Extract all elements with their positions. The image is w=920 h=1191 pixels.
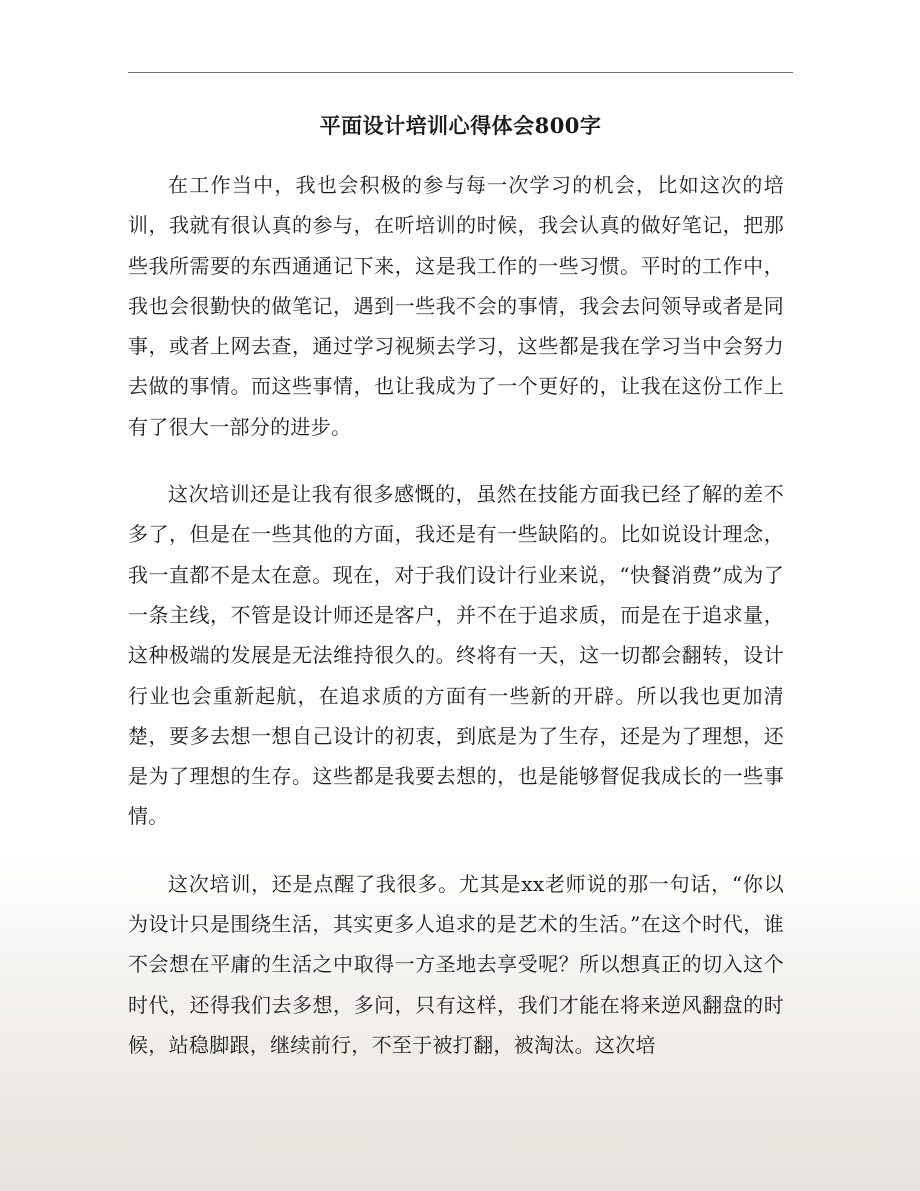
paragraph-3: 这次培训，还是点醒了我很多。尤其是xx老师说的那一句话，“你以为设计只是围绕生活，其实更多人追求的是艺术的生活。”在这个时代，谁不会想在平庸的生活之中取得一方圣地去享受呢？所以想真正的切入这个时代，还得我们去多想，多问，只有这样，我们才能在将来逆风翻盘的时候，站稳脚跟，继续前行，不至于被打翻，被淘汰。这次培 <box>128 871 784 1057</box>
page-title: 平面设计培训心得体会800字 <box>319 113 602 138</box>
document-body <box>128 165 784 1092</box>
paragraph-1: 在工作当中，我也会积极的参与每一次学习的机会，比如这次的培训，我就有很认真的参与，在听培训的时候，我会认真的做好笔记，把那些我所需要的东西通通记下来，这是我工作的一些习惯。平时的工作中，我也会很勤快的做笔记，遇到一些我不会的事情，我会去问领导或者是同事，或者上网去查，通过学习视频去学习，这些都是我在学习当中会努力去做的事情。而这些事情，也让我成为了一个更好的，让我在这份工作上有了很大一部分的进步。 <box>128 173 784 439</box>
header-rule <box>128 72 793 73</box>
paragraph-2: 这次培训还是让我有很多感慨的，虽然在技能方面我已经了解的差不多了，但是在一些其他的方面，我还是有一些缺陷的。比如说设计理念，我一直都不是太在意。现在，对于我们设计行业来说，“快餐消费”成为了一条主线，不管是设计师还是客户，并不在于追求质，而是在于追求量，这种极端的发展是无法维持很久的。终将有一天，这一切都会翻转，设计行业也会重新起航，在追求质的方面有一些新的开辟。所以我也更加清楚，要多去想一想自己设计的初衷，到底是为了生存，还是为了理想，还是为了理想的生存。这些都是我要去想的，也是能够督促我成长的一些事情。 <box>128 482 784 829</box>
